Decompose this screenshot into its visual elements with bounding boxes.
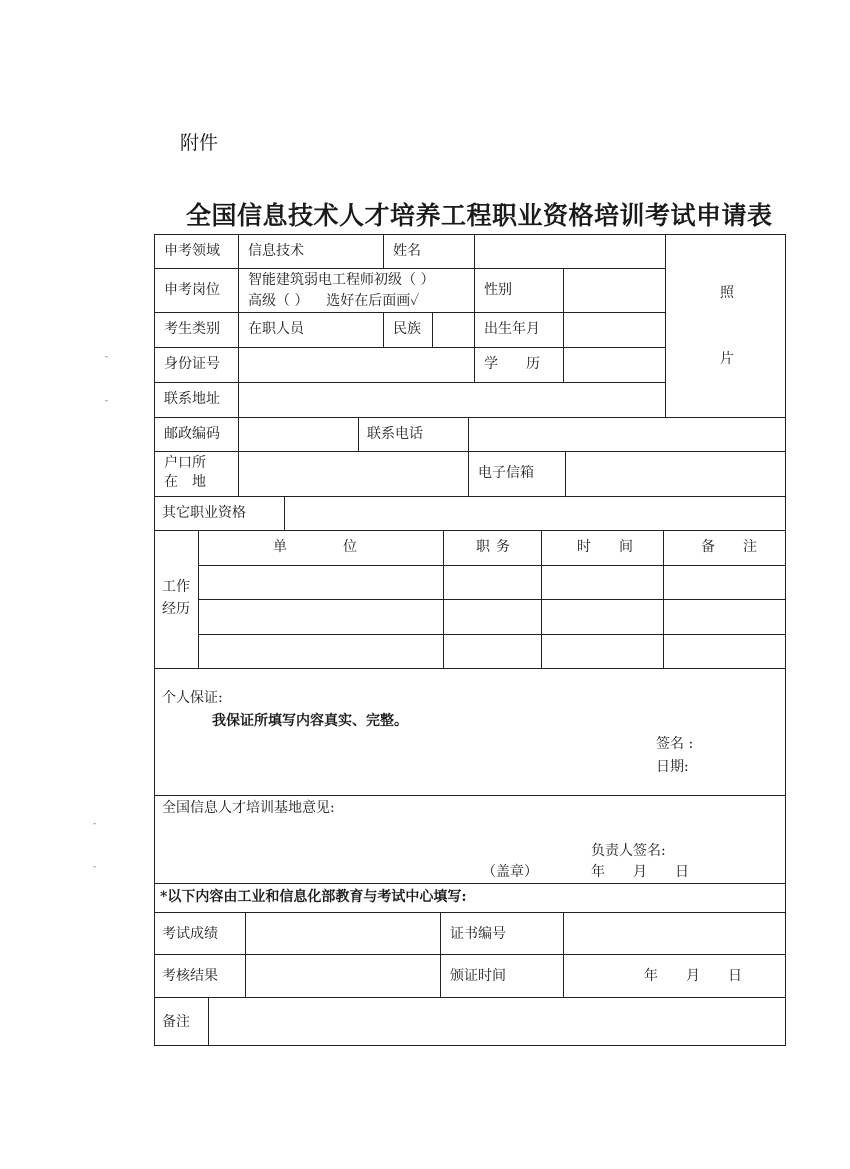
hukou-field[interactable] bbox=[248, 465, 462, 483]
score-field[interactable] bbox=[255, 926, 433, 944]
guarantee-signature-label[interactable]: 签名 : bbox=[656, 736, 694, 752]
work-row-1-title[interactable] bbox=[451, 574, 535, 592]
id-number-label: 身份证号 bbox=[164, 356, 220, 372]
photo-label-1: 照 bbox=[720, 285, 734, 301]
position-option-junior[interactable]: 智能建筑弱电工程师初级（ ） bbox=[248, 272, 435, 288]
guarantee-label: 个人保证: bbox=[162, 690, 223, 706]
phone-label: 联系电话 bbox=[367, 426, 423, 442]
work-header-unit: 单 位 bbox=[273, 539, 357, 555]
exam-domain-field[interactable]: 信息技术 bbox=[248, 243, 304, 259]
work-row-1-unit[interactable] bbox=[206, 574, 436, 592]
birth-label: 出生年月 bbox=[484, 321, 540, 337]
category-field[interactable]: 在职人员 bbox=[248, 321, 304, 337]
work-row-3-notes[interactable] bbox=[671, 643, 779, 661]
name-field[interactable] bbox=[484, 243, 654, 261]
scan-speck: ˉ bbox=[104, 400, 109, 411]
other-quals-label: 其它职业资格 bbox=[162, 505, 246, 521]
name-label: 姓名 bbox=[393, 243, 421, 259]
address-label: 联系地址 bbox=[164, 391, 220, 407]
base-opinion-label: 全国信息人才培训基地意见: bbox=[162, 800, 335, 816]
office-note: *以下内容由工业和信息化部教育与考试中心填写: bbox=[160, 889, 467, 905]
scan-speck: ˉ bbox=[104, 356, 109, 367]
guarantee-statement: 我保证所填写内容真实、完整。 bbox=[212, 713, 408, 729]
work-header-time: 时 间 bbox=[577, 539, 633, 555]
work-header-notes: 备 注 bbox=[701, 539, 757, 555]
position-option-senior[interactable]: 高级（ ） 选好在后面画✓ bbox=[248, 293, 420, 309]
ethnicity-label: 民族 bbox=[393, 321, 421, 337]
postcode-field[interactable] bbox=[248, 426, 352, 444]
id-number-field[interactable] bbox=[248, 356, 468, 374]
birth-field[interactable] bbox=[572, 321, 658, 339]
remarks-label: 备注 bbox=[162, 1014, 190, 1030]
scan-speck: ˉ bbox=[92, 823, 97, 834]
score-label: 考试成绩 bbox=[162, 926, 218, 942]
form-title: 全国信息技术人才培养工程职业资格培训考试申请表 bbox=[186, 201, 773, 230]
education-label: 学 历 bbox=[484, 356, 540, 372]
work-header-title: 职务 bbox=[476, 539, 516, 555]
email-label: 电子信箱 bbox=[478, 465, 534, 481]
work-row-1-notes[interactable] bbox=[671, 574, 779, 592]
other-quals-field[interactable] bbox=[294, 505, 778, 523]
category-label: 考生类别 bbox=[164, 321, 220, 337]
issue-date-label: 颁证时间 bbox=[450, 968, 506, 984]
work-history-label-1: 工作 bbox=[162, 579, 190, 595]
work-row-3-time[interactable] bbox=[549, 643, 657, 661]
photo-label-2: 片 bbox=[720, 351, 734, 367]
education-field[interactable] bbox=[572, 356, 658, 374]
position-label: 申考岗位 bbox=[164, 282, 220, 298]
cert-no-label: 证书编号 bbox=[450, 926, 506, 942]
hukou-label-1: 户口所 bbox=[164, 455, 206, 471]
assessment-field[interactable] bbox=[255, 968, 433, 986]
issue-date-field[interactable]: 年 月 日 bbox=[644, 968, 742, 984]
exam-domain-label: 申考领域 bbox=[164, 243, 220, 259]
attachment-label: 附件 bbox=[180, 132, 219, 154]
base-opinion-signer[interactable]: 负责人签名: bbox=[591, 843, 666, 859]
address-field[interactable] bbox=[248, 391, 658, 409]
ethnicity-field[interactable] bbox=[440, 321, 468, 339]
cert-no-field[interactable] bbox=[573, 926, 779, 944]
work-row-2-title[interactable] bbox=[451, 608, 535, 626]
gender-field[interactable] bbox=[572, 282, 658, 300]
base-opinion-stamp: （盖章） bbox=[482, 864, 538, 880]
email-field[interactable] bbox=[575, 465, 779, 483]
work-row-3-unit[interactable] bbox=[206, 643, 436, 661]
hukou-label-2: 在 地 bbox=[164, 474, 206, 490]
guarantee-date-label[interactable]: 日期: bbox=[656, 759, 689, 775]
work-row-3-title[interactable] bbox=[451, 643, 535, 661]
work-row-2-time[interactable] bbox=[549, 608, 657, 626]
remarks-field[interactable] bbox=[218, 1014, 778, 1032]
scan-speck: ˉ bbox=[92, 866, 97, 877]
base-opinion-date[interactable]: 年 月 日 bbox=[591, 864, 689, 880]
work-row-1-time[interactable] bbox=[549, 574, 657, 592]
work-history-label-2: 经历 bbox=[162, 601, 190, 617]
work-row-2-notes[interactable] bbox=[671, 608, 779, 626]
phone-field[interactable] bbox=[478, 426, 778, 444]
postcode-label: 邮政编码 bbox=[164, 426, 220, 442]
gender-label: 性别 bbox=[484, 282, 512, 298]
assessment-label: 考核结果 bbox=[162, 968, 218, 984]
work-row-2-unit[interactable] bbox=[206, 608, 436, 626]
